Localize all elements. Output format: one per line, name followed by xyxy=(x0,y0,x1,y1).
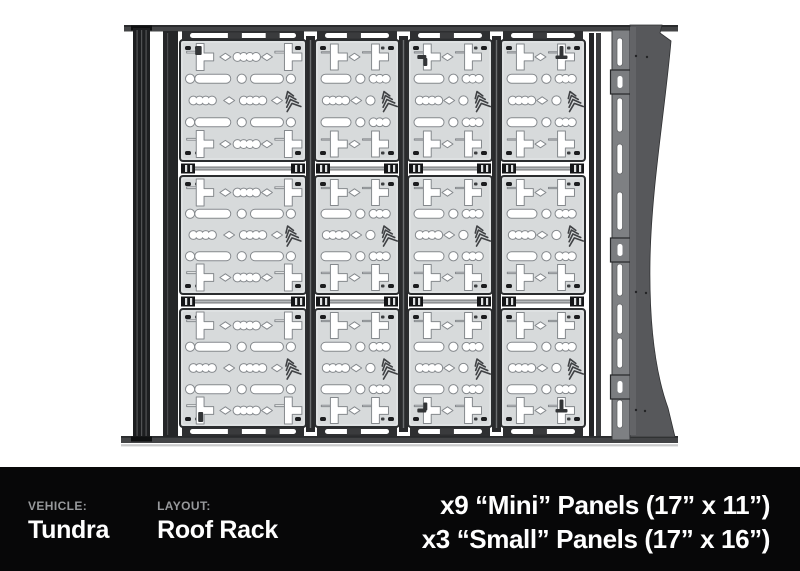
info-bar xyxy=(0,467,800,571)
panel-row2-col1-small xyxy=(180,176,306,294)
layout-value: Roof Rack xyxy=(157,516,278,544)
layout-info xyxy=(157,499,278,545)
vehicle-info xyxy=(28,499,109,545)
fairing-slotted-strip xyxy=(611,30,632,440)
right-side-rails xyxy=(589,33,601,436)
panel-row3-col4-mini xyxy=(501,309,585,427)
panel-row3-col2-mini xyxy=(315,309,399,427)
panel-row1-col2-mini xyxy=(315,40,399,161)
panel-row2-col3-mini xyxy=(408,176,492,294)
layout-label: LAYOUT: xyxy=(157,499,211,513)
panel-row2-col2-mini xyxy=(315,176,399,294)
panel-summary-line-small: x3 “Small” Panels (17” x 16”) xyxy=(421,524,770,554)
left-side-rails xyxy=(131,26,178,442)
panel-row1-col4-mini xyxy=(501,40,585,161)
panel-summary xyxy=(422,488,770,556)
vehicle-value: Tundra xyxy=(28,516,110,544)
vehicle-label: VEHICLE: xyxy=(28,499,88,513)
panel-row2-col4-mini xyxy=(501,176,585,294)
panel-row3-col1-small xyxy=(180,309,306,427)
panel-summary-line-mini: x9 “Mini” Panels (17” x 11”) xyxy=(440,490,770,520)
panel-row1-col1-small xyxy=(180,40,306,161)
wind-fairing xyxy=(630,25,675,437)
